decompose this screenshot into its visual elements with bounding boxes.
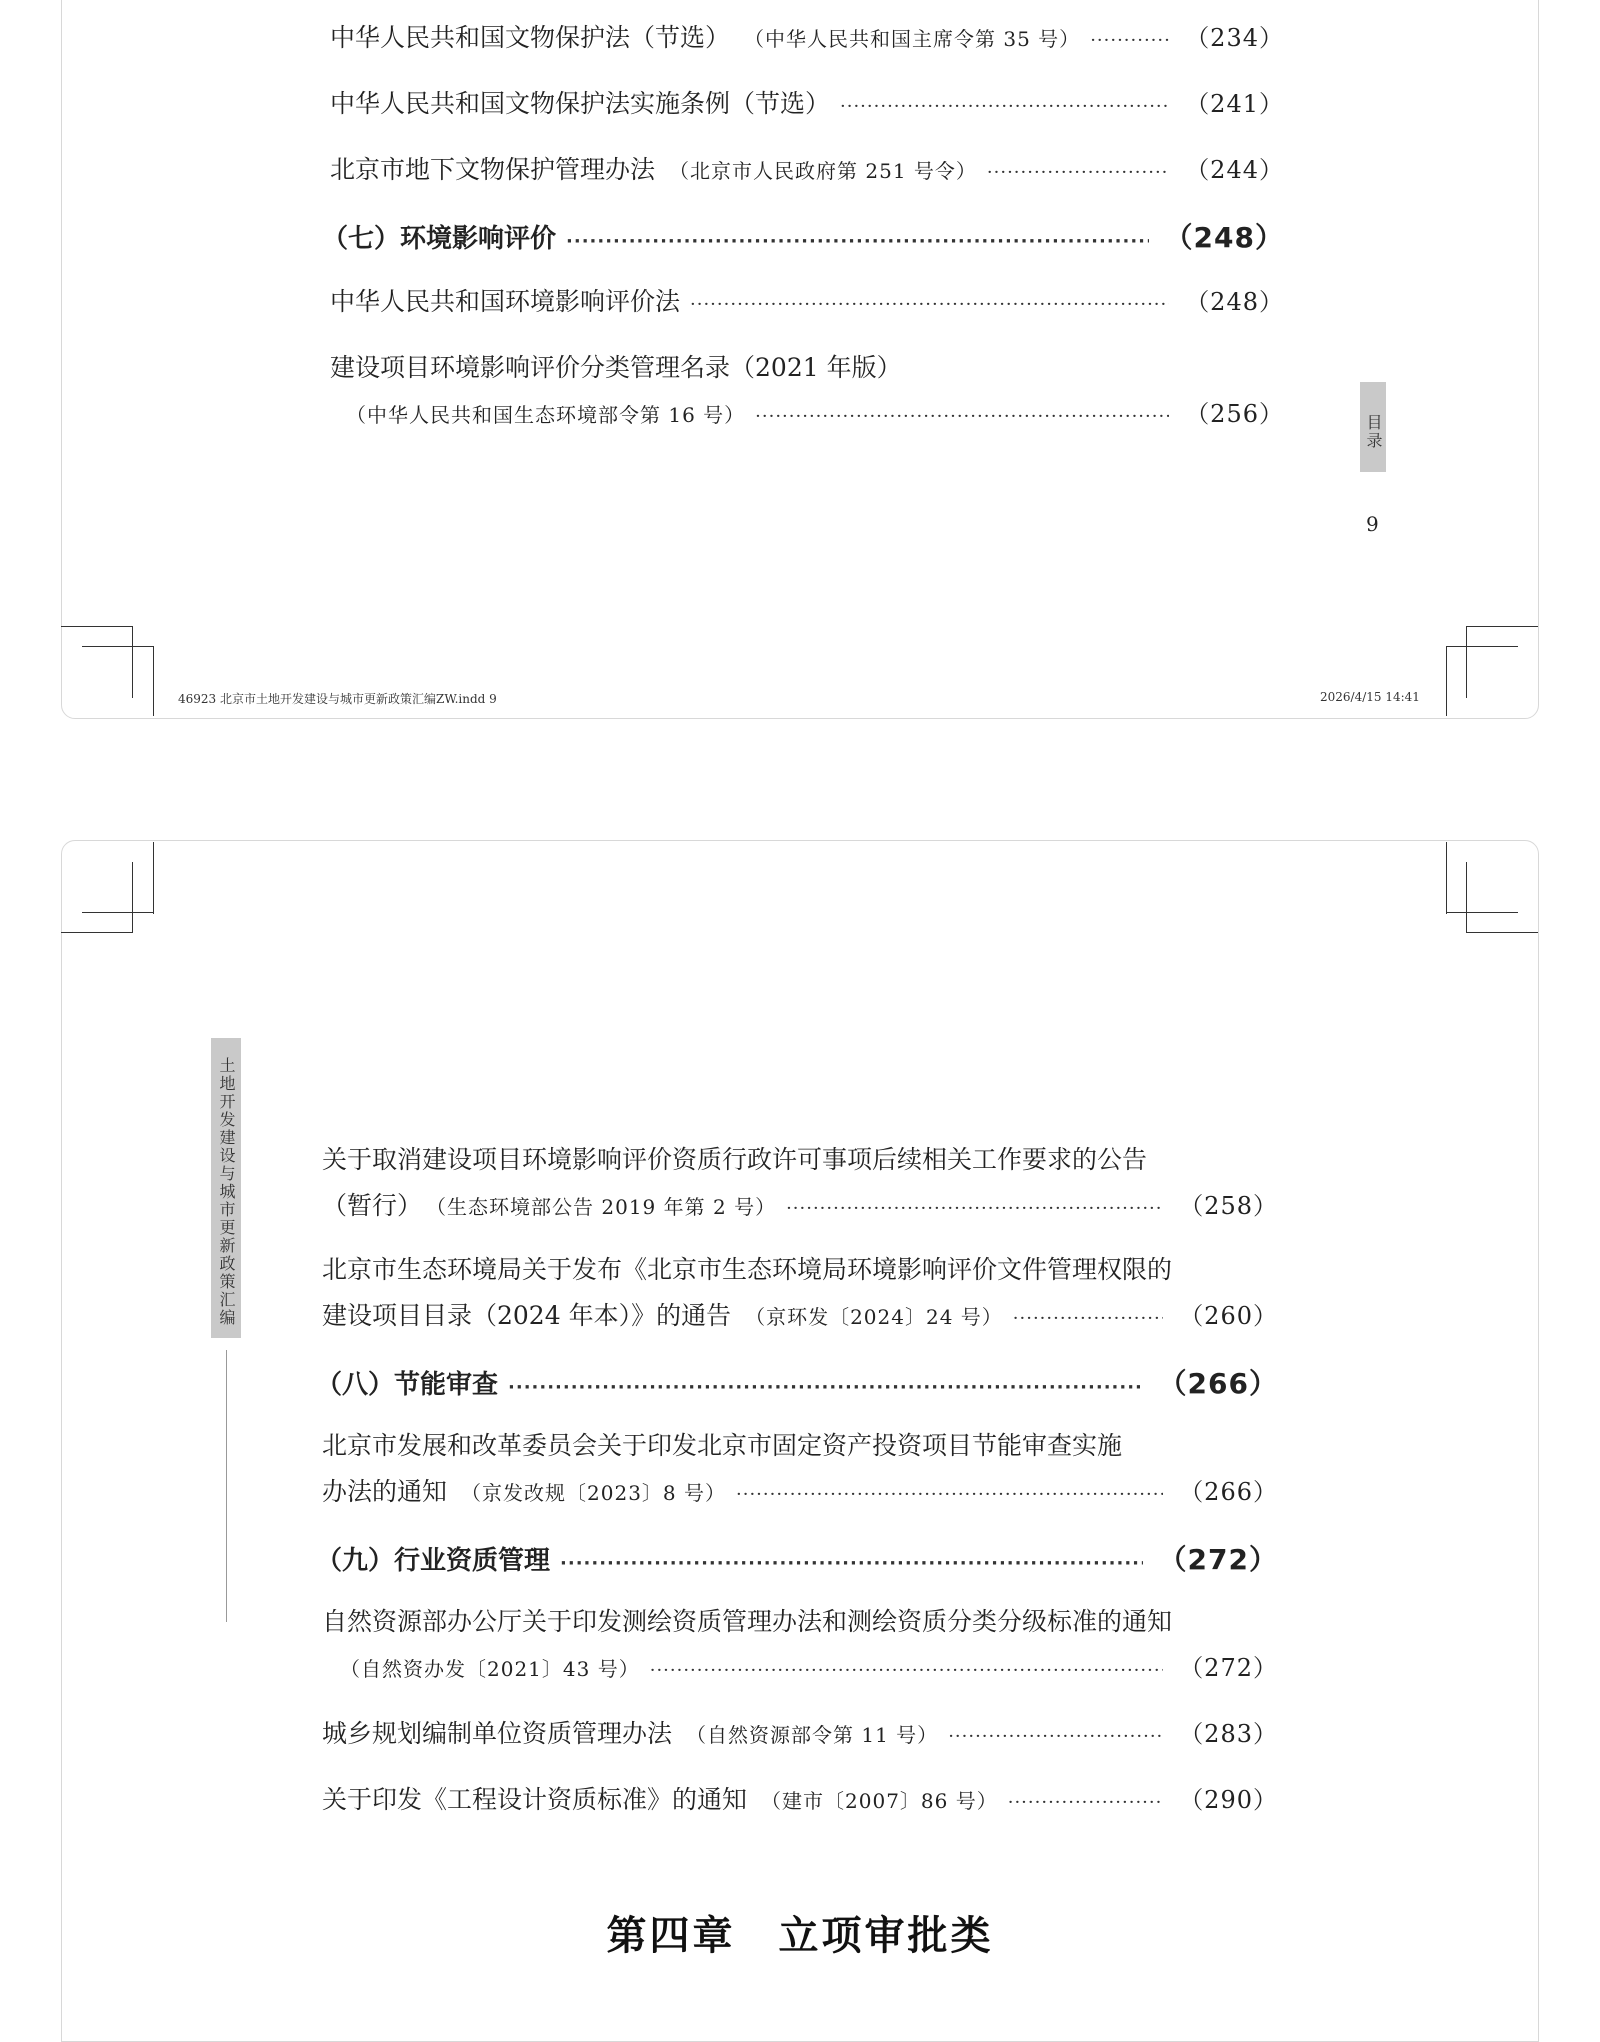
crop-mark (132, 626, 133, 698)
toc-entry-page: （248） (1164, 221, 1284, 254)
book-title-side-tab: 土地开发建设与城市更新政策汇编 (211, 1038, 241, 1338)
print-slug-filename: 46923 北京市土地开发建设与城市更新政策汇编ZW.indd 9 (178, 692, 497, 706)
toc-entry-note: （建市〔2007〕86 号） (761, 1789, 998, 1813)
crop-mark (1466, 626, 1467, 698)
crop-mark (1466, 626, 1538, 627)
toc-entry[interactable] (340, 1648, 1278, 1683)
toc-leader-dots (1090, 30, 1169, 51)
toc-entry-title: 中华人民共和国环境影响评价法 (330, 287, 681, 316)
crop-mark (61, 626, 133, 627)
toc-entry-title: 建设项目目录（2024 年本）》的通告 (322, 1301, 732, 1330)
toc-entry-title: （九）行业资质管理 (316, 1546, 551, 1576)
crop-mark (1446, 646, 1447, 716)
toc-entry[interactable] (322, 1780, 1278, 1816)
toc-entry[interactable] (330, 282, 1284, 318)
toc-leader-dots (566, 231, 1149, 252)
toc-entry[interactable] (330, 150, 1284, 186)
crop-mark (153, 646, 154, 716)
toc-entry-page: （266） (1158, 1367, 1278, 1400)
toc-entry-title: 城乡规划编制单位资质管理办法 (322, 1719, 673, 1748)
toc-entry-page: （244） (1185, 156, 1284, 184)
toc-leader-dots (840, 96, 1169, 117)
toc-entry-note: （自然资办发〔2021〕43 号） (340, 1657, 640, 1681)
toc-entry[interactable] (330, 84, 1284, 120)
toc-entry-title: 办法的通知 (322, 1477, 448, 1506)
toc-leader-dots (948, 1726, 1163, 1747)
toc-entry-title[interactable]: 北京市发展和改革委员会关于印发北京市固定资产投资项目节能审查实施 (322, 1431, 1123, 1460)
crop-mark (1446, 912, 1518, 913)
toc-entry-page: （290） (1179, 1786, 1278, 1814)
crop-mark (132, 862, 133, 932)
toc-entry-page: （266） (1179, 1478, 1278, 1506)
toc-entry-note: （北京市人民政府第 251 号令） (669, 159, 977, 183)
toc-entry[interactable] (322, 1714, 1278, 1750)
side-rule (226, 1350, 227, 1622)
crop-mark (1466, 862, 1467, 932)
toc-entry-page: （272） (1158, 1543, 1278, 1576)
toc-entry-note: （生态环境部公告 2019 年第 2 号） (426, 1195, 777, 1219)
toc-leader-dots (1008, 1792, 1163, 1813)
toc-entry[interactable] (330, 18, 1284, 54)
toc-entry-title: 中华人民共和国文物保护法（节选） (330, 23, 731, 52)
toc-leader-dots (690, 294, 1169, 315)
crop-mark (1446, 646, 1518, 647)
toc-entry-page: （258） (1179, 1192, 1278, 1220)
toc-leader-dots (508, 1377, 1143, 1398)
toc-entry-title: 北京市地下文物保护管理办法 (330, 155, 656, 184)
toc-section-heading[interactable] (322, 216, 1284, 256)
toc-entry-title[interactable]: 北京市生态环境局关于发布《北京市生态环境局环境影响评价文件管理权限的 (322, 1255, 1173, 1284)
toc-section-heading[interactable] (316, 1362, 1278, 1402)
crop-mark (1446, 842, 1447, 914)
toc-entry-title[interactable]: 关于取消建设项目环境影响评价资质行政许可事项后续相关工作要求的公告 (322, 1145, 1148, 1174)
toc-entry-title[interactable]: 自然资源部办公厅关于印发测绘资质管理办法和测绘资质分类分级标准的通知 (322, 1607, 1173, 1636)
toc-entry-page: （283） (1179, 1720, 1278, 1748)
page-number: 9 (1366, 512, 1379, 536)
toc-entry-title: （八）节能审查 (316, 1370, 499, 1400)
toc-entry-page: （234） (1185, 24, 1284, 52)
crop-mark (82, 646, 154, 647)
toc-leader-dots (755, 406, 1169, 427)
crop-mark (153, 842, 154, 914)
toc-entry-page: （248） (1185, 288, 1284, 316)
toc-leader-dots (560, 1553, 1143, 1574)
toc-leader-dots (650, 1660, 1163, 1681)
section-side-tab: 目录 (1360, 382, 1386, 472)
toc-entry-title[interactable]: 建设项目环境影响评价分类管理名录（2021 年版） (330, 353, 902, 382)
toc-leader-dots (786, 1198, 1163, 1219)
crop-mark (82, 912, 154, 913)
toc-entry[interactable] (346, 394, 1284, 429)
toc-entry-title: 中华人民共和国文物保护法实施条例（节选） (330, 89, 831, 118)
toc-entry-title: （七）环境影响评价 (322, 224, 557, 254)
crop-mark (61, 932, 133, 933)
toc-entry-title: （暂行） (322, 1191, 423, 1220)
toc-entry-note: （京环发〔2024〕24 号） (745, 1305, 1003, 1329)
toc-leader-dots (987, 162, 1169, 183)
print-slug-timestamp: 2026/4/15 14:41 (1320, 690, 1420, 704)
toc-entry-note: （自然资源部令第 11 号） (686, 1723, 939, 1747)
toc-entry[interactable] (322, 1472, 1278, 1508)
toc-entry-page: （260） (1179, 1302, 1278, 1330)
toc-entry-note: （京发改规〔2023〕8 号） (461, 1481, 726, 1505)
crop-mark (1466, 932, 1538, 933)
toc-entry[interactable] (322, 1296, 1278, 1332)
toc-entry-page: （272） (1179, 1654, 1278, 1682)
toc-entry-title: 关于印发《工程设计资质标准》的通知 (322, 1785, 748, 1814)
chapter-heading: 第四章 立项审批类 (606, 1912, 994, 1959)
toc-entry-page: （241） (1185, 90, 1284, 118)
toc-entry[interactable] (322, 1186, 1278, 1222)
toc-section-heading[interactable] (316, 1538, 1278, 1578)
toc-entry-note: （中华人民共和国主席令第 35 号） (744, 27, 1081, 51)
toc-entry-page: （256） (1185, 400, 1284, 428)
toc-entry-note: （中华人民共和国生态环境部令第 16 号） (346, 403, 746, 427)
toc-leader-dots (736, 1484, 1163, 1505)
toc-leader-dots (1013, 1308, 1163, 1329)
